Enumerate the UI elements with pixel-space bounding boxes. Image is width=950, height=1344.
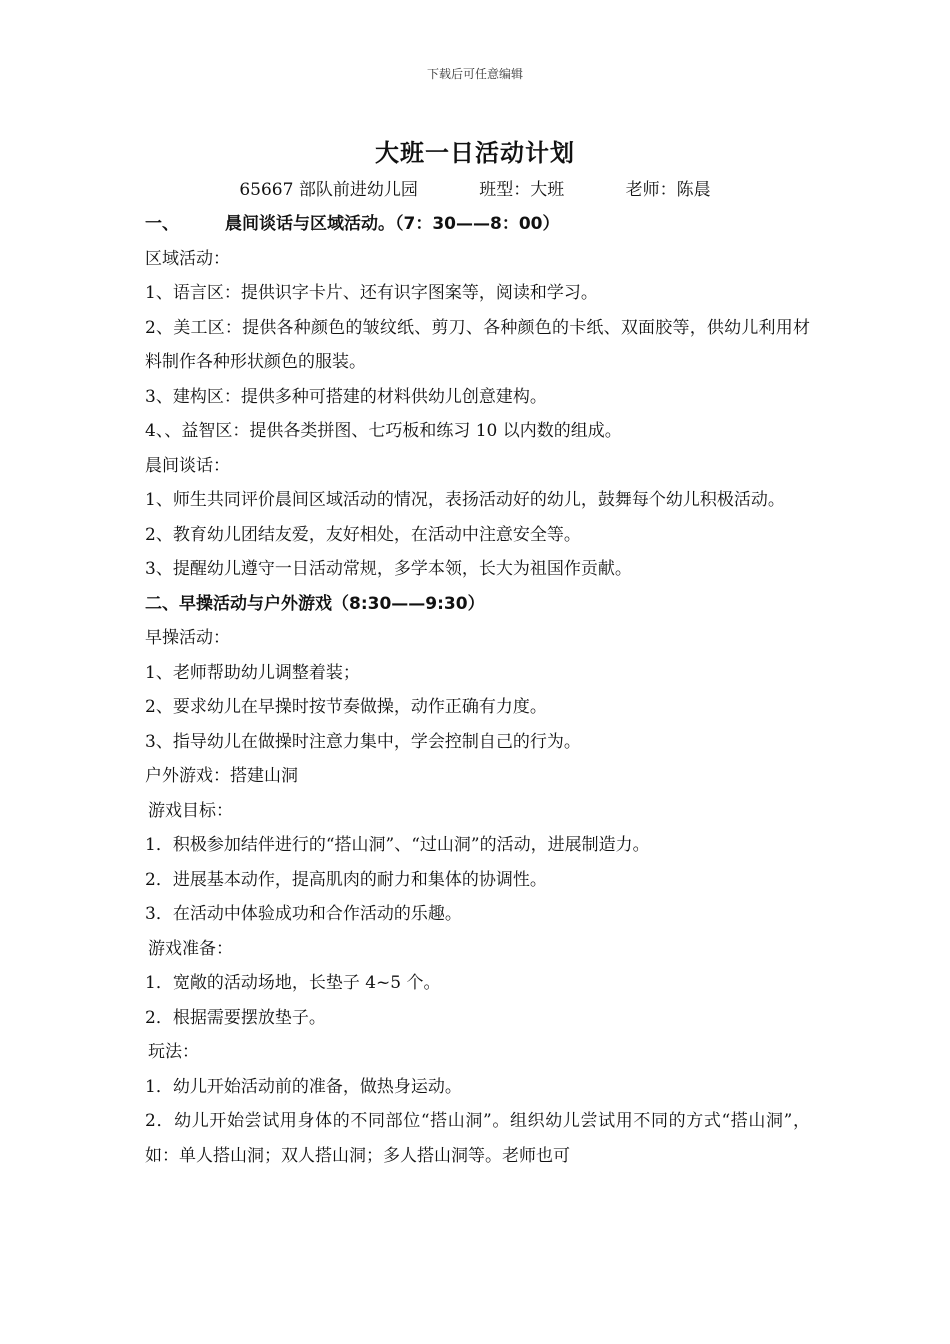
play-method-label: 玩法： — [148, 1042, 199, 1062]
list-item: 1、师生共同评价晨间区域活动的情况，表扬活动好的幼儿，鼓舞每个幼儿积极活动。 — [145, 490, 785, 510]
list-item: 1．积极参加结伴进行的“搭山洞”、“过山洞”的活动，进展制造力。 — [145, 835, 650, 855]
school-name: 65667 部队前进幼儿园 — [239, 180, 418, 200]
outdoor-game-title: 户外游戏：搭建山洞 — [145, 766, 298, 786]
list-item: 2．幼儿开始尝试用身体的不同部位“搭山洞”。组织幼儿尝试用不同的方式“搭山洞”，如：单人搭山洞；双人搭山洞；多人搭山洞等。老师也可 — [145, 1111, 810, 1166]
section-2-heading: 二、早操活动与户外游戏（8:30——9:30） — [145, 593, 485, 614]
list-item: 2．根据需要摆放垫子。 — [145, 1007, 326, 1028]
list-item: 3、提醒幼儿遵守一日活动常规，多学本领，长大为祖国作贡献。 — [145, 559, 632, 579]
teacher-name: 老师：陈晨 — [625, 180, 711, 200]
class-type: 班型：大班 — [479, 180, 565, 200]
list-item: 3．在活动中体验成功和合作活动的乐趣。 — [145, 904, 462, 924]
list-item: 2．进展基本动作，提高肌肉的耐力和集体的协调性。 — [145, 869, 547, 890]
document-body — [145, 207, 810, 1173]
area-activity-label: 区域活动： — [145, 248, 230, 269]
game-prep-label: 游戏准备： — [148, 938, 233, 959]
list-item: 3、指导幼儿在做操时注意力集中，学会控制自己的行为。 — [145, 731, 581, 752]
exercise-label: 早操活动： — [145, 628, 230, 648]
section-1-heading — [145, 207, 810, 242]
list-item: 1．幼儿开始活动前的准备，做热身运动。 — [145, 1076, 462, 1097]
list-item: 1．宽敞的活动场地，长垫子 4~5 个。 — [145, 973, 441, 993]
section-1-title: 晨间谈话与区域活动。（7：30——8：00） — [225, 214, 560, 234]
list-item: 2、教育幼儿团结友爱，友好相处，在活动中注意安全等。 — [145, 524, 581, 545]
header-note: 下载后可任意编辑 — [426, 67, 523, 81]
list-item: 2、美工区：提供各种颜色的皱纹纸、剪刀、各种颜色的卡纸、双面胶等，供幼儿利用材料制作各种形状颜色的服装。 — [145, 317, 810, 372]
list-item: 1、老师帮助幼儿调整着装； — [145, 662, 360, 683]
morning-talk-label: 晨间谈话： — [145, 455, 230, 476]
list-item: 1、语言区：提供识字卡片、还有识字图案等，阅读和学习。 — [145, 283, 598, 303]
list-item: 2、要求幼儿在早操时按节奏做操，动作正确有力度。 — [145, 697, 547, 717]
list-item: 4、、益智区：提供各类拼图、七巧板和练习 10 以内数的组成。 — [145, 421, 622, 441]
section-1-number: 一、 — [145, 214, 179, 234]
subtitle — [0, 175, 950, 200]
list-item: 3、建构区：提供多种可搭建的材料供幼儿创意建构。 — [145, 386, 547, 407]
page-title: 大班一日活动计划 — [375, 139, 575, 167]
game-goal-label: 游戏目标： — [148, 800, 233, 821]
